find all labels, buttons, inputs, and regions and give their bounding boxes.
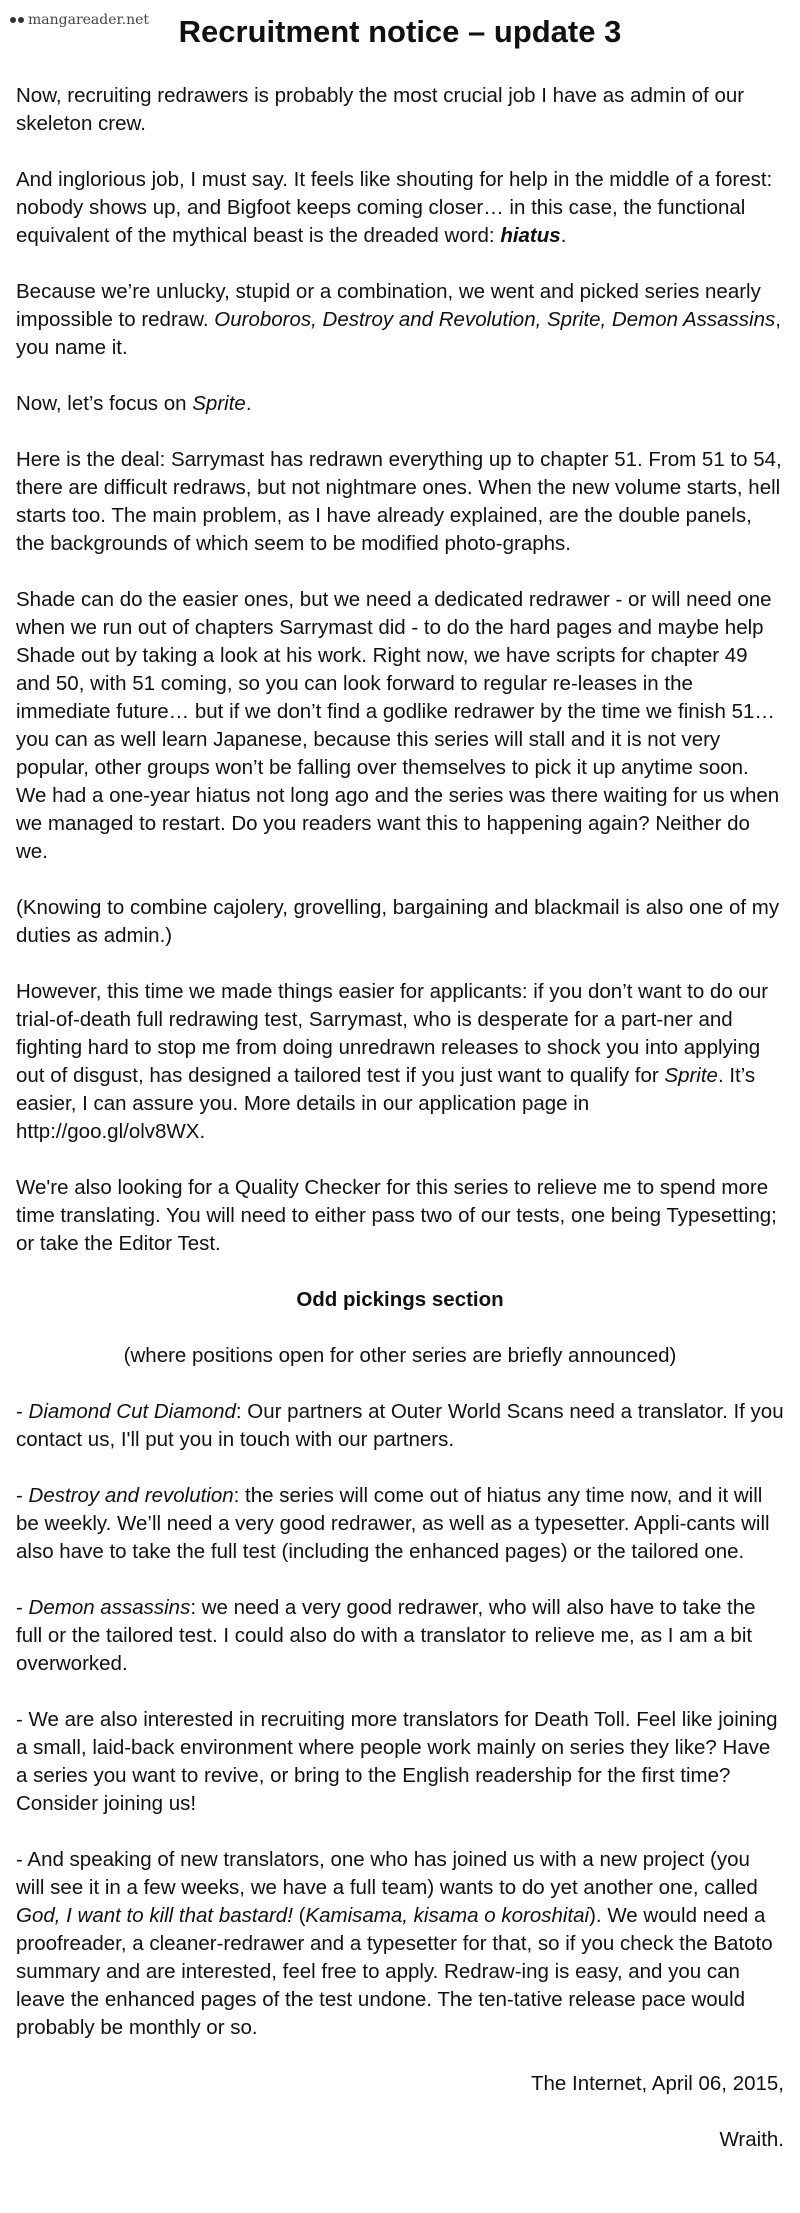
paragraph: And inglorious job, I must say. It feels like shouting for help in the middle of a forest: nobody shows up, and Bigfoot keeps coming closer… in this case, the functional equivalent of the mythical beast is the dreaded word: hiatus. <box>16 168 773 247</box>
list-item: - We are also interested in recruiting more translators for Death Toll. Feel like joining a small, laid-back environment where people work mainly on series they like? Have a series you want to revive, or bring to the English readership for the first time? Consider joining us! <box>16 1708 778 1815</box>
paragraph: We're also looking for a Quality Checker for this series to relieve me to spend more time translating. You will need to either pass two of our tests, one being Typesetting; or take the Editor Test. <box>16 1176 777 1255</box>
list-item: - And speaking of new translators, one who has joined us with a new project (you will see it in a few weeks, we have a full team) wants to do yet another one, called God, I want to kill that bastard! (Kamisama, kisama o koroshitai). We would need a proofreader, a cleaner-redrawer and a typesetter for that, so if you check the Batoto summary and are interested, feel free to apply. Redraw-ing is easy, and you can leave the enhanced pages of the test undone. The ten-tative release pace would probably be monthly or so. <box>16 1848 773 2039</box>
paragraph: (Knowing to combine cajolery, grovelling, bargaining and blackmail is also one of my duties as admin.) <box>16 896 780 947</box>
page-title: Recruitment notice – update 3 <box>178 14 622 49</box>
watermark <box>10 12 149 28</box>
signoff-date: The Internet, April 06, 2015, <box>531 2072 784 2095</box>
list-item: - Diamond Cut Diamond: Our partners at Outer World Scans need a translator. If you contact us, I'll put you in touch with our partners. <box>16 1400 784 1451</box>
list-item: - Destroy and revolution: the series will come out of hiatus any time now, and it will be weekly. We’ll need a very good redrawer, as well as a typesetter. Appli-cants will also have to take the full test (including the enhanced pages) or the tailored one. <box>16 1484 770 1563</box>
paragraph: Now, recruiting redrawers is probably the most crucial job I have as admin of our skeleton crew. <box>16 84 745 135</box>
paragraph: Now, let’s focus on Sprite. <box>16 392 252 415</box>
watermark-text: mangareader.net <box>28 12 150 28</box>
paragraph: Shade can do the easier ones, but we need a dedicated redrawer - or will need one when we run out of chapters Sarrymast did - to do the hard pages and maybe help Shade out by taking a look at his work. Right now, we have scripts for chapter 49 and 50, with 51 coming, so you can look forward to regular re-leases in the immediate future… but if we don’t find a godlike redrawer by the time we finish 51… you can as well learn Japanese, because this series will stall and it is not very popular, other groups won’t be falling over themselves to pick it up anytime soon. We had a one-year hiatus not long ago and the series was there waiting for us when we managed to restart. Do you readers want this to happening again? Neither do we. <box>16 588 780 863</box>
paragraph: Because we’re unlucky, stupid or a combination, we went and picked series nearly impossible to redraw. Ouroboros, Destroy and Revolution, Sprite, Demon Assassins, you name it. <box>16 280 781 359</box>
paragraph: Here is the deal: Sarrymast has redrawn everything up to chapter 51. From 51 to 54, there are difficult redraws, but not nightmare ones. When the new volume starts, hell starts too. The main problem, as I have already explained, are the double panels, the backgrounds of which seem to be modified photo-graphs. <box>16 448 782 555</box>
section-heading: Odd pickings section <box>296 1288 504 1311</box>
document-body <box>16 82 784 2154</box>
watermark-logo-icon <box>10 14 26 26</box>
list-item: - Demon assassins: we need a very good redrawer, who will also have to take the full or the tailored test. I could also do with a translator to relieve me, as I am a bit overworked. <box>16 1596 756 1675</box>
signoff-name: Wraith. <box>719 2128 784 2151</box>
section-subheading: (where positions open for other series are briefly announced) <box>123 1344 677 1367</box>
paragraph: However, this time we made things easier for applicants: if you don’t want to do our trial-of-death full redrawing test, Sarrymast, who is desperate for a part-ner and fighting hard to stop me from doing unredrawn releases to shock you into applying out of disgust, has designed a tailored test if you just want to qualify for Sprite. It’s easier, I can assure you. More details in our application page in http://goo.gl/olv8WX. <box>16 980 769 1143</box>
